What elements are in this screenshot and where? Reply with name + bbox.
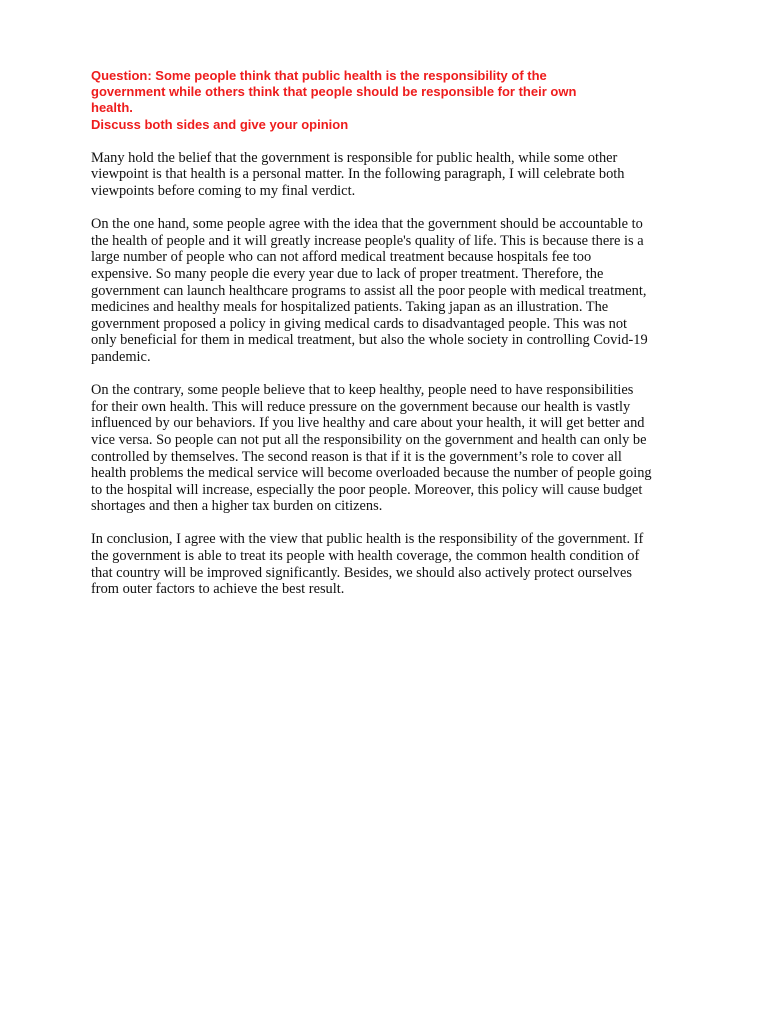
essay-question (91, 68, 701, 133)
paragraph-line: pandemic. (91, 348, 151, 365)
paragraph-line: vice versa. So people can not put all the responsibility on the government and health can only be (91, 431, 647, 448)
paragraph-line: the health of people and it will greatly increase people's quality of life. This is because there is a (91, 232, 644, 249)
paragraph-line: expensive. So many people die every year due to lack of proper treatment. Therefore, the (91, 265, 604, 282)
paragraph-line: government can launch healthcare programs to assist all the poor people with medical treatment, (91, 282, 647, 299)
paragraph-line: for their own health. This will reduce pressure on the government because our health is vastly (91, 398, 631, 415)
body-paragraph-individual (91, 382, 701, 515)
paragraph-line: controlled by themselves. The second reason is that if it is the government’s role to cover all (91, 448, 622, 465)
body-paragraph-government (91, 216, 701, 365)
paragraph-line: In conclusion, I agree with the view that public health is the responsibility of the government. If (91, 531, 644, 548)
question-line: health. (91, 100, 133, 116)
paragraph-line: that country will be improved significantly. Besides, we should also actively protect ourselves (91, 564, 632, 581)
question-line: Question: Some people think that public health is the responsibility of the (91, 68, 547, 83)
paragraph-line: the government is able to treat its people with health coverage, the common health condition of (91, 548, 640, 565)
paragraph-line: large number of people who can not afford medical treatment because hospitals fee too (91, 249, 592, 266)
paragraph-line: only beneficial for them in medical treatment, but also the whole society in controlling Covid-19 (91, 332, 648, 349)
conclusion-paragraph (91, 531, 701, 597)
paragraph-line: health problems the medical service will become overloaded because the number of people going (91, 465, 652, 482)
paragraph-line: On the contrary, some people believe that to keep healthy, people need to have responsibilities (91, 382, 634, 399)
paragraph-line: from outer factors to achieve the best result. (91, 581, 345, 598)
question-instruction: Discuss both sides and give your opinion (91, 116, 349, 132)
paragraph-line: influenced by our behaviors. If you live healthy and care about your health, it will get better and (91, 415, 645, 432)
question-line: government while others think that people should be responsible for their own (91, 84, 577, 100)
paragraph-line: government proposed a policy in giving medical cards to disadvantaged people. This was not (91, 315, 628, 332)
paragraph-line: medicines and healthy meals for hospitalized patients. Taking japan as an illustration. The (91, 299, 609, 316)
paragraph-line: to the hospital will increase, especially the poor people. Moreover, this policy will cause budget (91, 481, 643, 498)
paragraph-line: viewpoints before coming to my final verdict. (91, 183, 356, 199)
paragraph-line: Many hold the belief that the government is responsible for public health, while some other (91, 149, 618, 166)
document-body (91, 68, 701, 614)
introduction-paragraph (91, 150, 701, 200)
paragraph-line: viewpoint is that health is a personal matter. In the following paragraph, I will celebrate both (91, 166, 625, 183)
paragraph-line: shortages and then a higher tax burden on citizens. (91, 498, 383, 515)
paragraph-line: On the one hand, some people agree with the idea that the government should be accountable to (91, 216, 643, 233)
